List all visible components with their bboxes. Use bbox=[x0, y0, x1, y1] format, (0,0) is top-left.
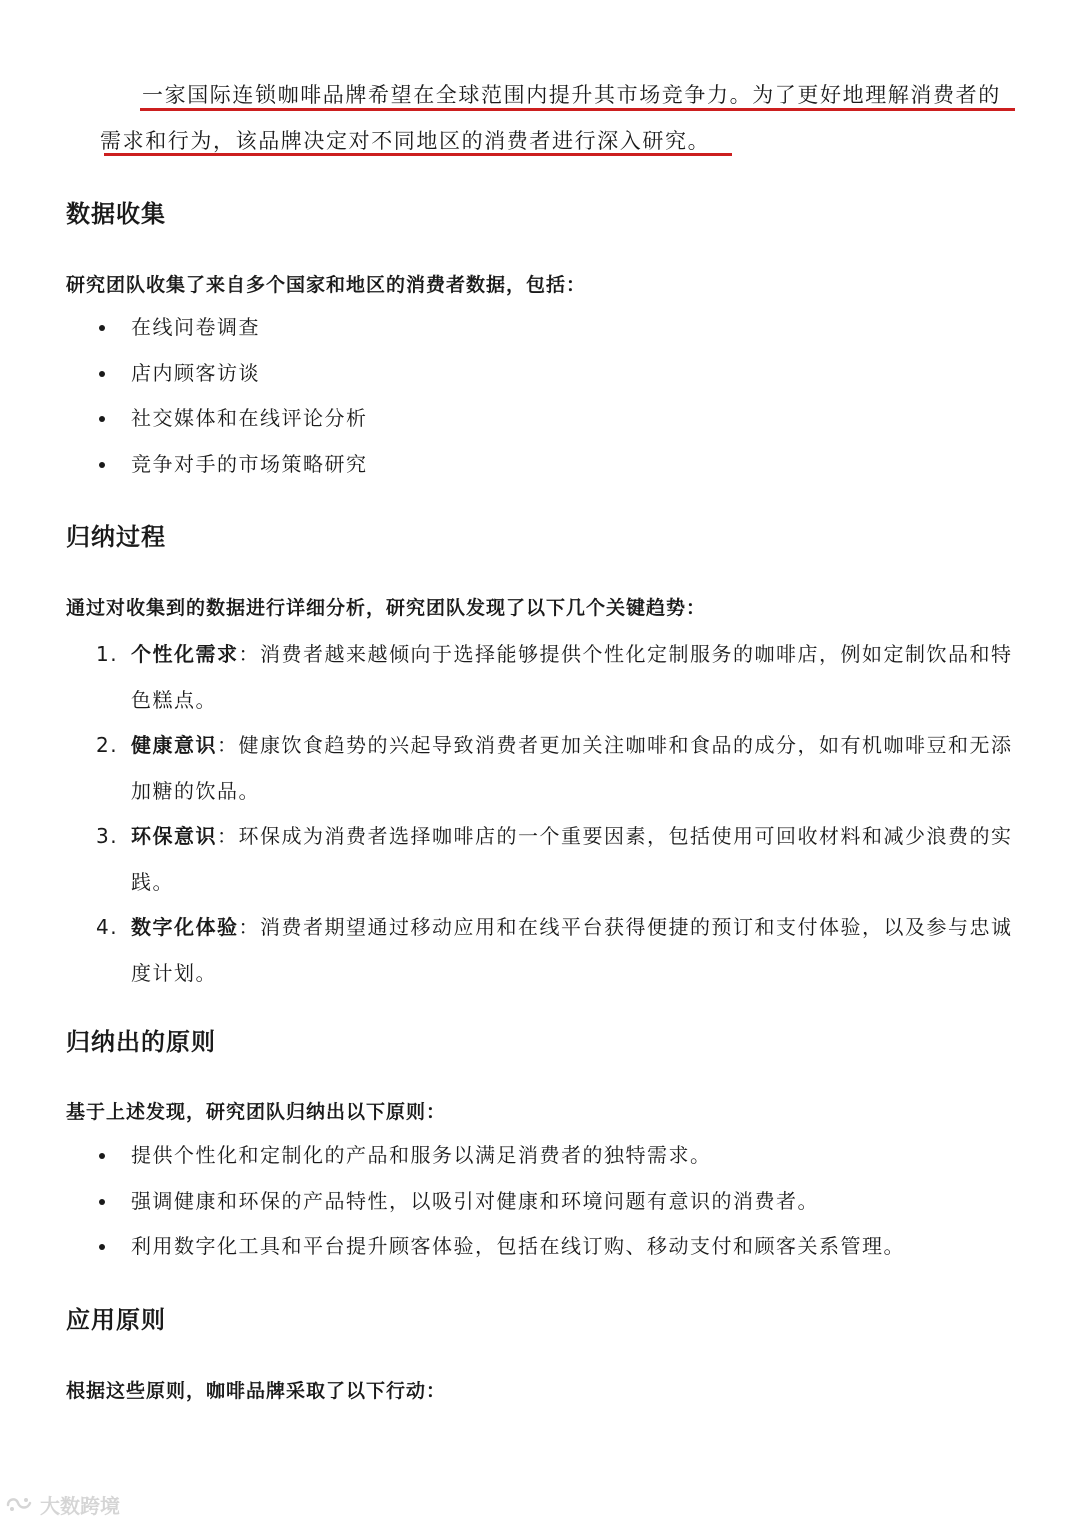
intro-paragraph bbox=[100, 72, 1030, 164]
bullet-icon bbox=[99, 371, 105, 377]
trend-sep: ： bbox=[217, 733, 239, 757]
list-item-text: 店内顾客访谈 bbox=[131, 360, 260, 385]
trend-text: 消费者期望通过移动应用和在线平台获得便捷的预订和支付体验，以及参与忠诚度计划。 bbox=[131, 915, 1013, 985]
lead-principles: 基于上述发现，研究团队归纳出以下原则： bbox=[66, 1101, 447, 1123]
trend-sep: ： bbox=[238, 642, 260, 666]
trend-text: 消费者越来越倾向于选择能够提供个性化定制服务的咖啡店，例如定制饮品和特色糕点。 bbox=[131, 642, 1013, 712]
red-underline-1 bbox=[140, 108, 1015, 111]
item-number: 3. bbox=[96, 824, 119, 848]
watermark bbox=[4, 1490, 120, 1519]
trend-item bbox=[96, 723, 1026, 814]
heading-application: 应用原则 bbox=[66, 1306, 166, 1334]
lead-induction: 通过对收集到的数据进行详细分析，研究团队发现了以下几个关键趋势： bbox=[66, 597, 707, 619]
item-number: 4. bbox=[96, 915, 119, 939]
trend-item bbox=[96, 632, 1026, 723]
list-item bbox=[96, 313, 368, 359]
list-item bbox=[96, 359, 368, 405]
watermark-text: 大数跨境 bbox=[40, 1494, 120, 1518]
list-item-text: 强调健康和环保的产品特性，以吸引对健康和环境问题有意识的消费者。 bbox=[131, 1188, 819, 1213]
bullet-icon bbox=[99, 1199, 105, 1205]
red-underline-2 bbox=[104, 153, 732, 156]
lead-data-collection: 研究团队收集了来自多个国家和地区的消费者数据，包括： bbox=[66, 274, 587, 296]
trend-sep: ： bbox=[217, 824, 239, 848]
heading-data-collection: 数据收集 bbox=[66, 200, 166, 228]
heading-principles: 归纳出的原则 bbox=[66, 1028, 216, 1056]
trend-item bbox=[96, 814, 1026, 905]
intro-line-2: 需求和行为，该品牌决定对不同地区的消费者进行深入研究。 bbox=[100, 129, 711, 153]
trend-term: 环保意识 bbox=[131, 824, 217, 848]
trend-term: 健康意识 bbox=[131, 733, 217, 757]
trend-text: 健康饮食趋势的兴起导致消费者更加关注咖啡和食品的成分，如有机咖啡豆和无添加糖的饮品。 bbox=[131, 733, 1013, 803]
list-item-text: 竞争对手的市场策略研究 bbox=[131, 451, 368, 476]
bullet-icon bbox=[99, 1153, 105, 1159]
lead-application: 根据这些原则，咖啡品牌采取了以下行动： bbox=[66, 1380, 447, 1402]
list-item bbox=[96, 404, 368, 450]
trend-term: 数字化体验 bbox=[131, 915, 239, 939]
trend-sep: ： bbox=[238, 915, 260, 939]
list-item bbox=[96, 1187, 905, 1233]
heading-induction: 归纳过程 bbox=[66, 523, 166, 551]
trends-list bbox=[96, 632, 1026, 996]
list-item-text: 利用数字化工具和平台提升顾客体验，包括在线订购、移动支付和顾客关系管理。 bbox=[131, 1234, 905, 1258]
list-item bbox=[96, 1141, 905, 1187]
bullet-icon bbox=[99, 1244, 105, 1250]
bullet-icon bbox=[99, 325, 105, 331]
data-collection-list bbox=[96, 313, 368, 495]
trend-item bbox=[96, 905, 1026, 996]
intro-line-1: 一家国际连锁咖啡品牌希望在全球范围内提升其市场竞争力。为了更好地理解消费者的 bbox=[142, 83, 1001, 107]
bullet-icon bbox=[99, 462, 105, 468]
trend-term: 个性化需求 bbox=[131, 642, 239, 666]
principles-list bbox=[96, 1141, 905, 1278]
list-item-text: 社交媒体和在线评论分析 bbox=[131, 406, 368, 430]
list-item bbox=[96, 450, 368, 496]
brand-logo-icon bbox=[4, 1495, 34, 1515]
item-number: 1. bbox=[96, 642, 119, 666]
bullet-icon bbox=[99, 416, 105, 422]
list-item-text: 提供个性化和定制化的产品和服务以满足消费者的独特需求。 bbox=[131, 1143, 712, 1167]
list-item-text: 在线问卷调查 bbox=[131, 315, 260, 339]
trend-text: 环保成为消费者选择咖啡店的一个重要因素，包括使用可回收材料和减少浪费的实践。 bbox=[131, 824, 1013, 894]
item-number: 2. bbox=[96, 733, 119, 757]
list-item bbox=[96, 1232, 905, 1278]
